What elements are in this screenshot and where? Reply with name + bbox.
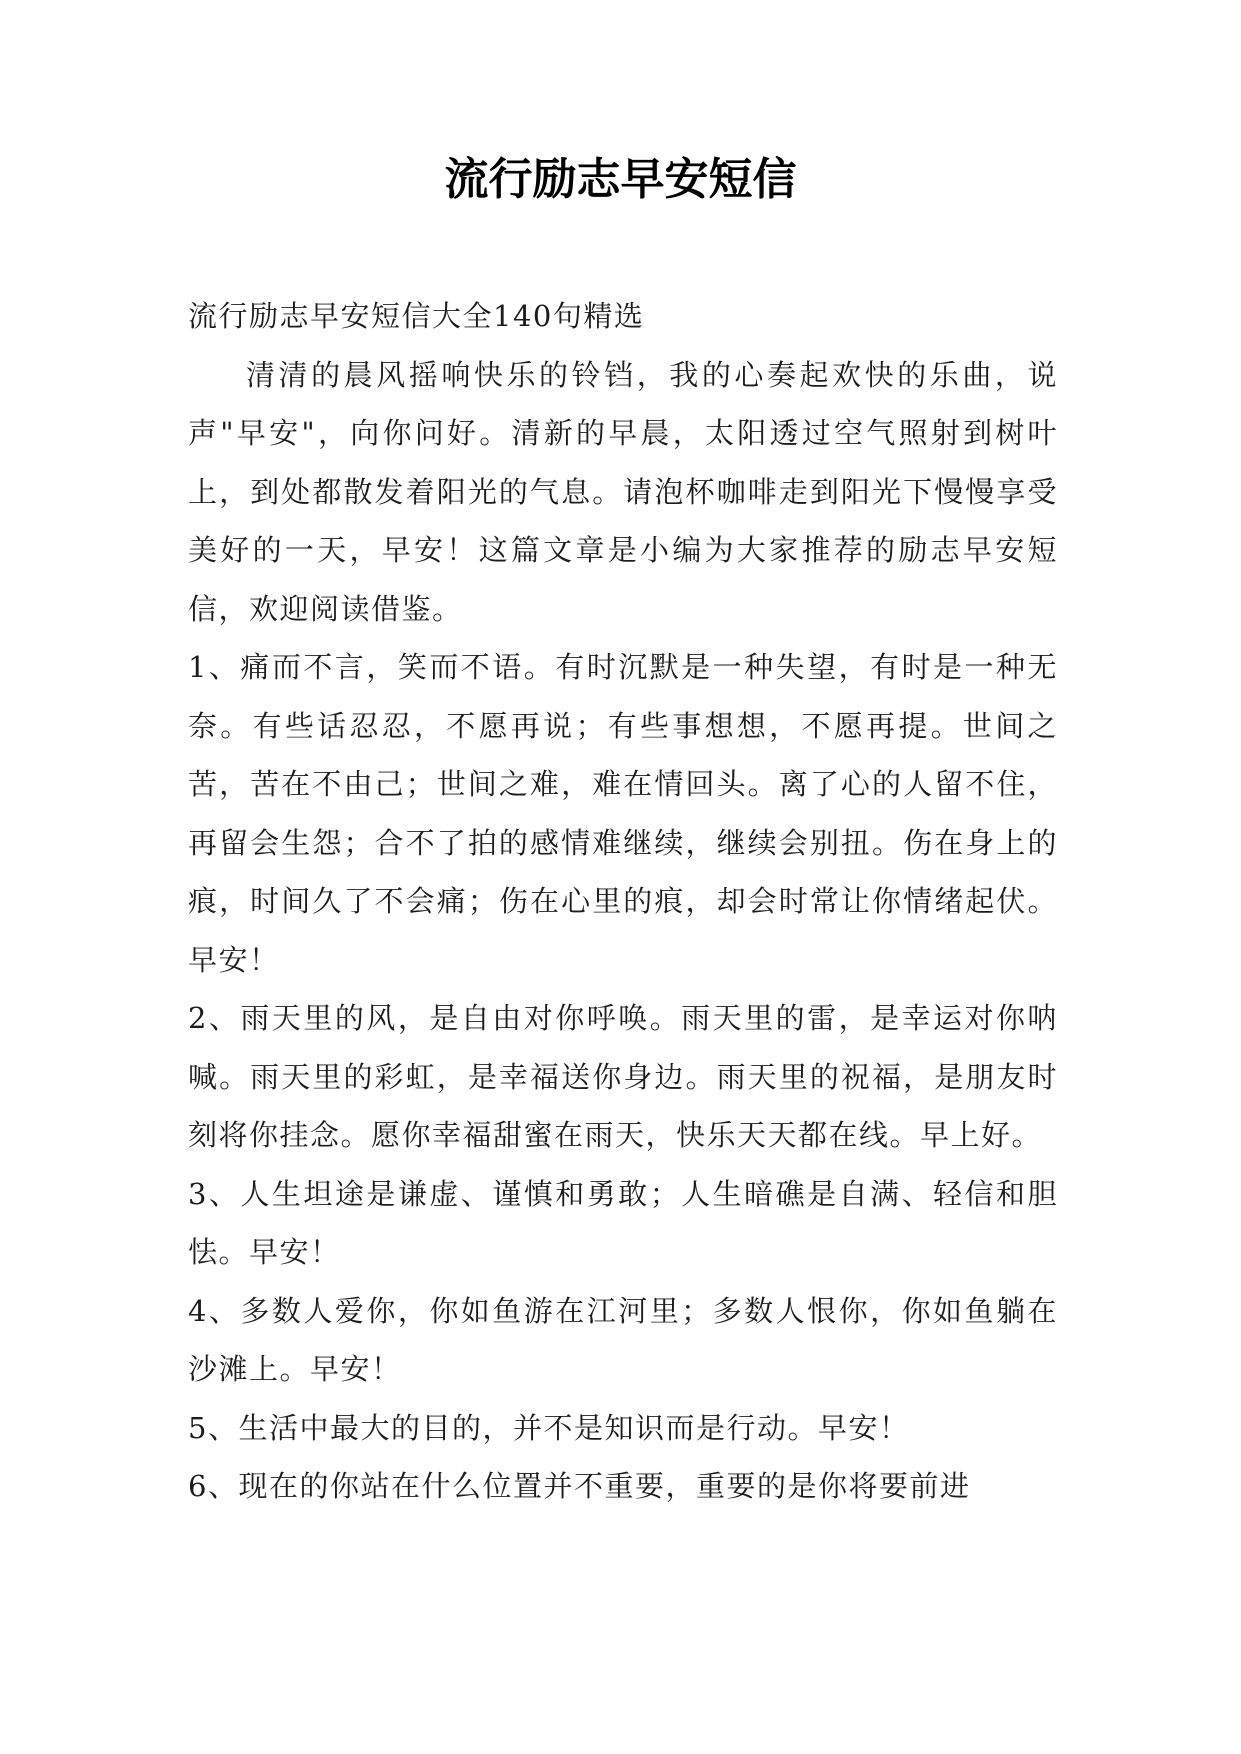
intro-paragraph: 清清的晨风摇响快乐的铃铛，我的心奏起欢快的乐曲，说声"早安"，向你问好。清新的早晨，太阳透过空气照射到树叶上，到处都散发着阳光的气息。请泡杯咖啡走到阳光下慢慢享受美好的一天，早安！这篇文章是小编为大家推荐的励志早安短信，欢迎阅读借鉴。 <box>188 357 1058 626</box>
document-title: 流行励志早安短信 <box>444 154 797 205</box>
subtitle-line: 流行励志早安短信大全140句精选 <box>188 299 645 333</box>
list-item-2: 2、雨天里的风，是自由对你呼唤。雨天里的雷，是幸运对你呐喊。雨天里的彩虹，是幸福送你身边。雨天里的祝福，是朋友时刻将你挂念。愿你幸福甜蜜在雨天，快乐天天都在线。早上好。 <box>188 1001 1058 1152</box>
list-item-3: 3、人生坦途是谦虚、谨慎和勇敢；人生暗礁是自满、轻信和胆怯。早安！ <box>188 1176 1058 1269</box>
list-item-6: 6、现在的你站在什么位置并不重要，重要的是你将要前进 <box>188 1469 971 1503</box>
list-item-4: 4、多数人爱你，你如鱼游在江河里；多数人恨你，你如鱼躺在沙滩上。早安！ <box>188 1293 1058 1386</box>
list-item-1: 1、痛而不言，笑而不语。有时沉默是一种失望，有时是一种无奈。有些话忍忍，不愿再说；有些事想想，不愿再提。世间之苦，苦在不由己；世间之难，难在情回头。离了心的人留不住，再留会生怨；合不了拍的感情难继续，继续会别扭。伤在身上的痕，时间久了不会痛；伤在心里的痕，却会时常让你情绪起伏。早安！ <box>188 650 1058 977</box>
document-body <box>188 287 1058 1516</box>
list-item-5: 5、生活中最大的目的，并不是知识而是行动。早安！ <box>188 1410 910 1445</box>
